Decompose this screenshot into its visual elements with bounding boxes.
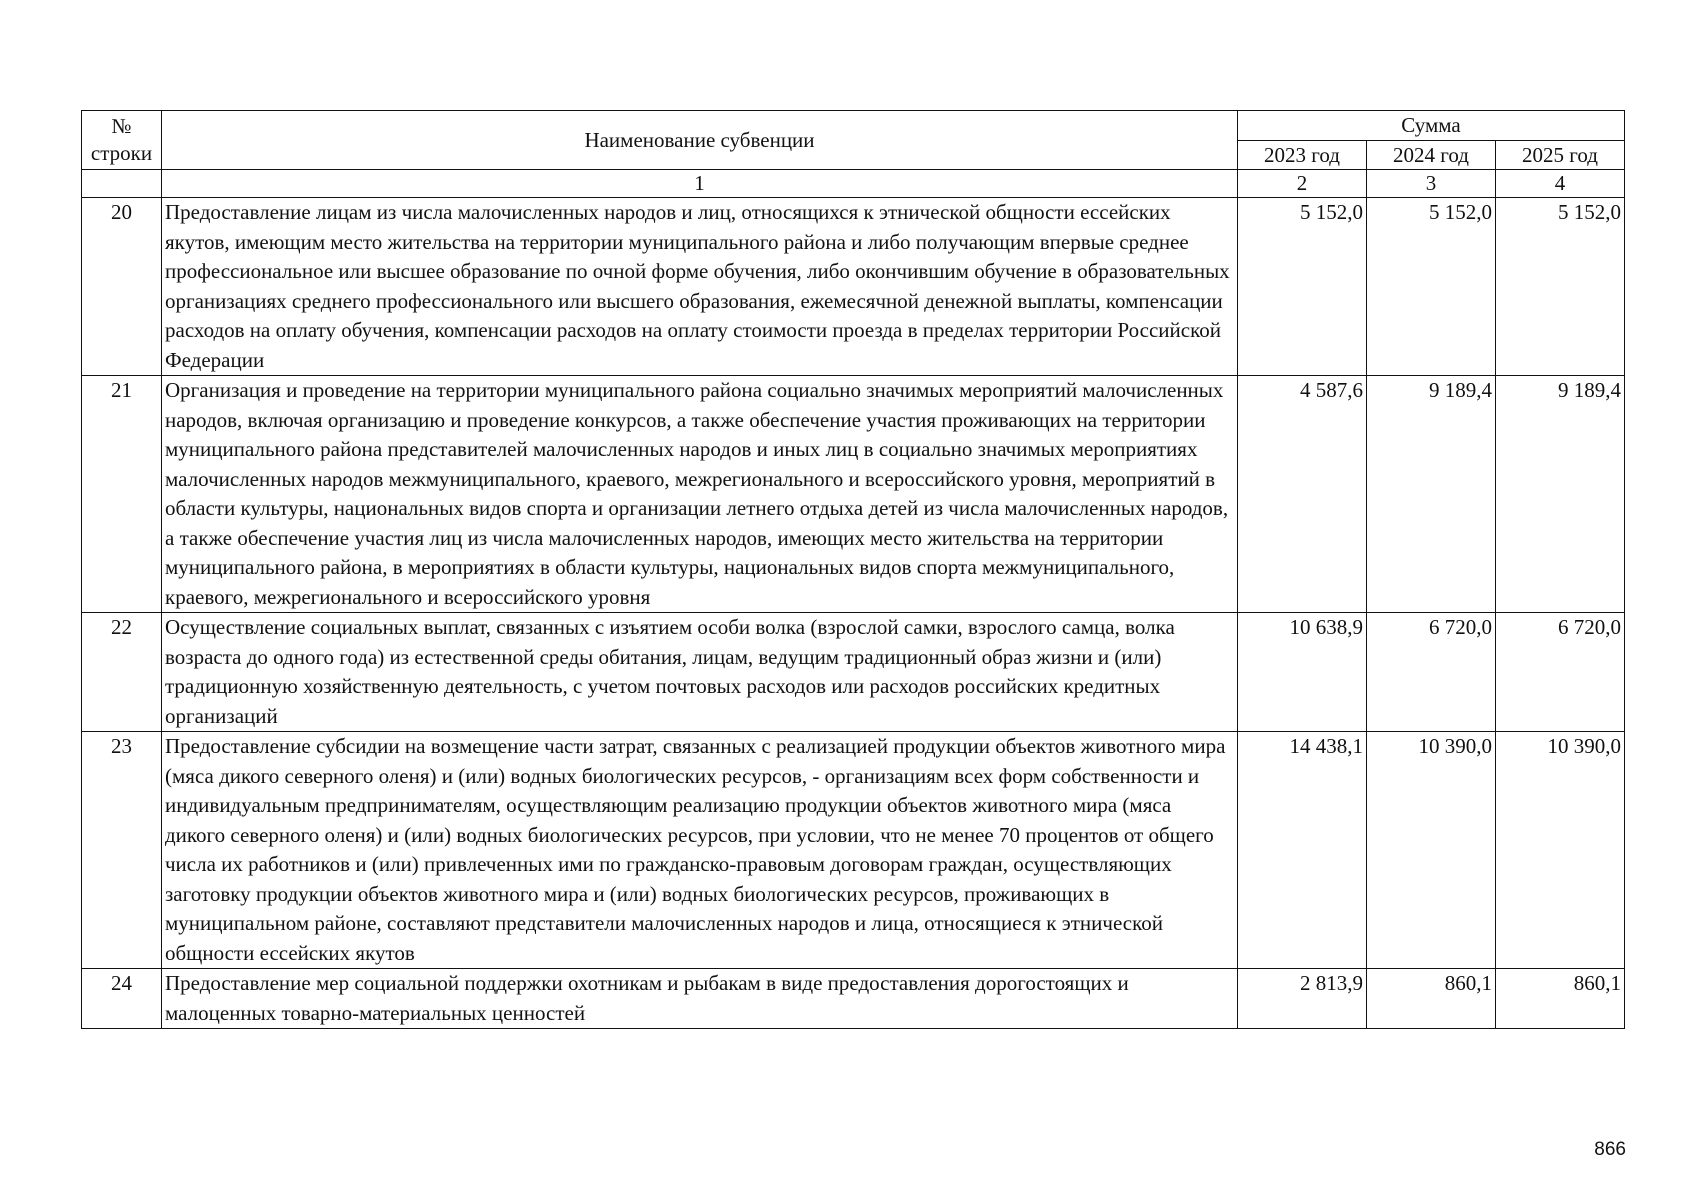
column-number-0 <box>82 170 162 198</box>
column-number-4: 4 <box>1496 170 1625 198</box>
table-row <box>82 732 1625 969</box>
table-row <box>82 613 1625 732</box>
subvention-name: Предоставление лицам из числа малочисленных народов и лиц, относящихся к этнической общности ессейских якутов, имеющим место жительства на территории муниципального района и либо получающим впервые среднее профессиональное или высшее образование по очной форме обучения, либо окончившим обучение в образовательных организациях среднего профессионального или высшего образования, ежемесячной денежной выплаты, компенсации расходов на оплату обучения, компенсации расходов на оплату стоимости проезда в пределах территории Российской Федерации <box>162 198 1238 376</box>
amount-2024: 9 189,4 <box>1367 376 1496 613</box>
subvention-name: Предоставление мер социальной поддержки охотникам и рыбакам в виде предоставления дорогостоящих и малоценных товарно-материальных ценностей <box>162 969 1238 1029</box>
column-number-1: 1 <box>162 170 1238 198</box>
amount-2023: 10 638,9 <box>1238 613 1367 732</box>
amount-2024: 860,1 <box>1367 969 1496 1029</box>
header-year-2025: 2025 год <box>1496 141 1625 170</box>
table-body <box>82 198 1625 1029</box>
amount-2025: 9 189,4 <box>1496 376 1625 613</box>
amount-2024: 10 390,0 <box>1367 732 1496 969</box>
amount-2025: 5 152,0 <box>1496 198 1625 376</box>
table-header <box>82 111 1625 198</box>
subvention-name: Организация и проведение на территории муниципального района социально значимых мероприятий малочисленных народов, включая организацию и проведение конкурсов, а также обеспечение участия проживающих на территории муниципального района представителей малочисленных народов и иных лиц в социально значимых мероприятиях малочисленных народов межмуниципального, краевого, межрегионального и всероссийского уровня, мероприятий в области культуры, национальных видов спорта и организации летнего отдыха детей из числа малочисленных народов, а также обеспечение участия лиц из числа малочисленных народов, имеющих место жительства на территории муниципального района, в мероприятиях в области культуры, национальных видов спорта межмуниципального, краевого, межрегионального и всероссийского уровня <box>162 376 1238 613</box>
table-row <box>82 969 1625 1029</box>
subvention-table <box>81 110 1625 1029</box>
row-number: 21 <box>82 376 162 613</box>
header-year-2024: 2024 год <box>1367 141 1496 170</box>
amount-2023: 14 438,1 <box>1238 732 1367 969</box>
row-number: 23 <box>82 732 162 969</box>
subvention-name: Предоставление субсидии на возмещение части затрат, связанных с реализацией продукции объектов животного мира (мяса дикого северного оленя) и (или) водных биологических ресурсов, - организациям всех форм собственности и индивидуальным предпринимателям, осуществляющим реализацию продукции объектов животного мира (мяса дикого северного оленя) и (или) водных биологических ресурсов, при условии, что не менее 70 процентов от общего числа их работников и (или) привлеченных ими по гражданско-правовым договорам граждан, осуществляющих заготовку продукции объектов животного мира и (или) водных биологических ресурсов, проживающих в муниципальном районе, составляют представители малочисленных народов и лица, относящиеся к этнической общности ессейских якутов <box>162 732 1238 969</box>
table-row <box>82 198 1625 376</box>
column-number-2: 2 <box>1238 170 1367 198</box>
row-number: 24 <box>82 969 162 1029</box>
page-number: 866 <box>1594 1139 1626 1160</box>
amount-2025: 10 390,0 <box>1496 732 1625 969</box>
header-row-number-line2: строки <box>90 141 153 165</box>
header-row-number-line1: № <box>111 114 132 138</box>
header-row-number <box>82 111 162 170</box>
amount-2023: 4 587,6 <box>1238 376 1367 613</box>
row-number: 22 <box>82 613 162 732</box>
column-number-row <box>82 170 1625 198</box>
amount-2024: 5 152,0 <box>1367 198 1496 376</box>
table-row <box>82 376 1625 613</box>
subvention-name: Осуществление социальных выплат, связанных с изъятием особи волка (взрослой самки, взрослого самца, волка возраста до одного года) из естественной среды обитания, лицам, ведущим традиционный образ жизни и (или) традиционную хозяйственную деятельность, с учетом почтовых расходов или расходов российских кредитных организаций <box>162 613 1238 732</box>
amount-2025: 6 720,0 <box>1496 613 1625 732</box>
amount-2024: 6 720,0 <box>1367 613 1496 732</box>
header-year-2023: 2023 год <box>1238 141 1367 170</box>
amount-2023: 5 152,0 <box>1238 198 1367 376</box>
row-number: 20 <box>82 198 162 376</box>
header-subvention-name: Наименование субвенции <box>162 111 1238 170</box>
header-sum: Сумма <box>1238 111 1625 141</box>
amount-2023: 2 813,9 <box>1238 969 1367 1029</box>
amount-2025: 860,1 <box>1496 969 1625 1029</box>
column-number-3: 3 <box>1367 170 1496 198</box>
